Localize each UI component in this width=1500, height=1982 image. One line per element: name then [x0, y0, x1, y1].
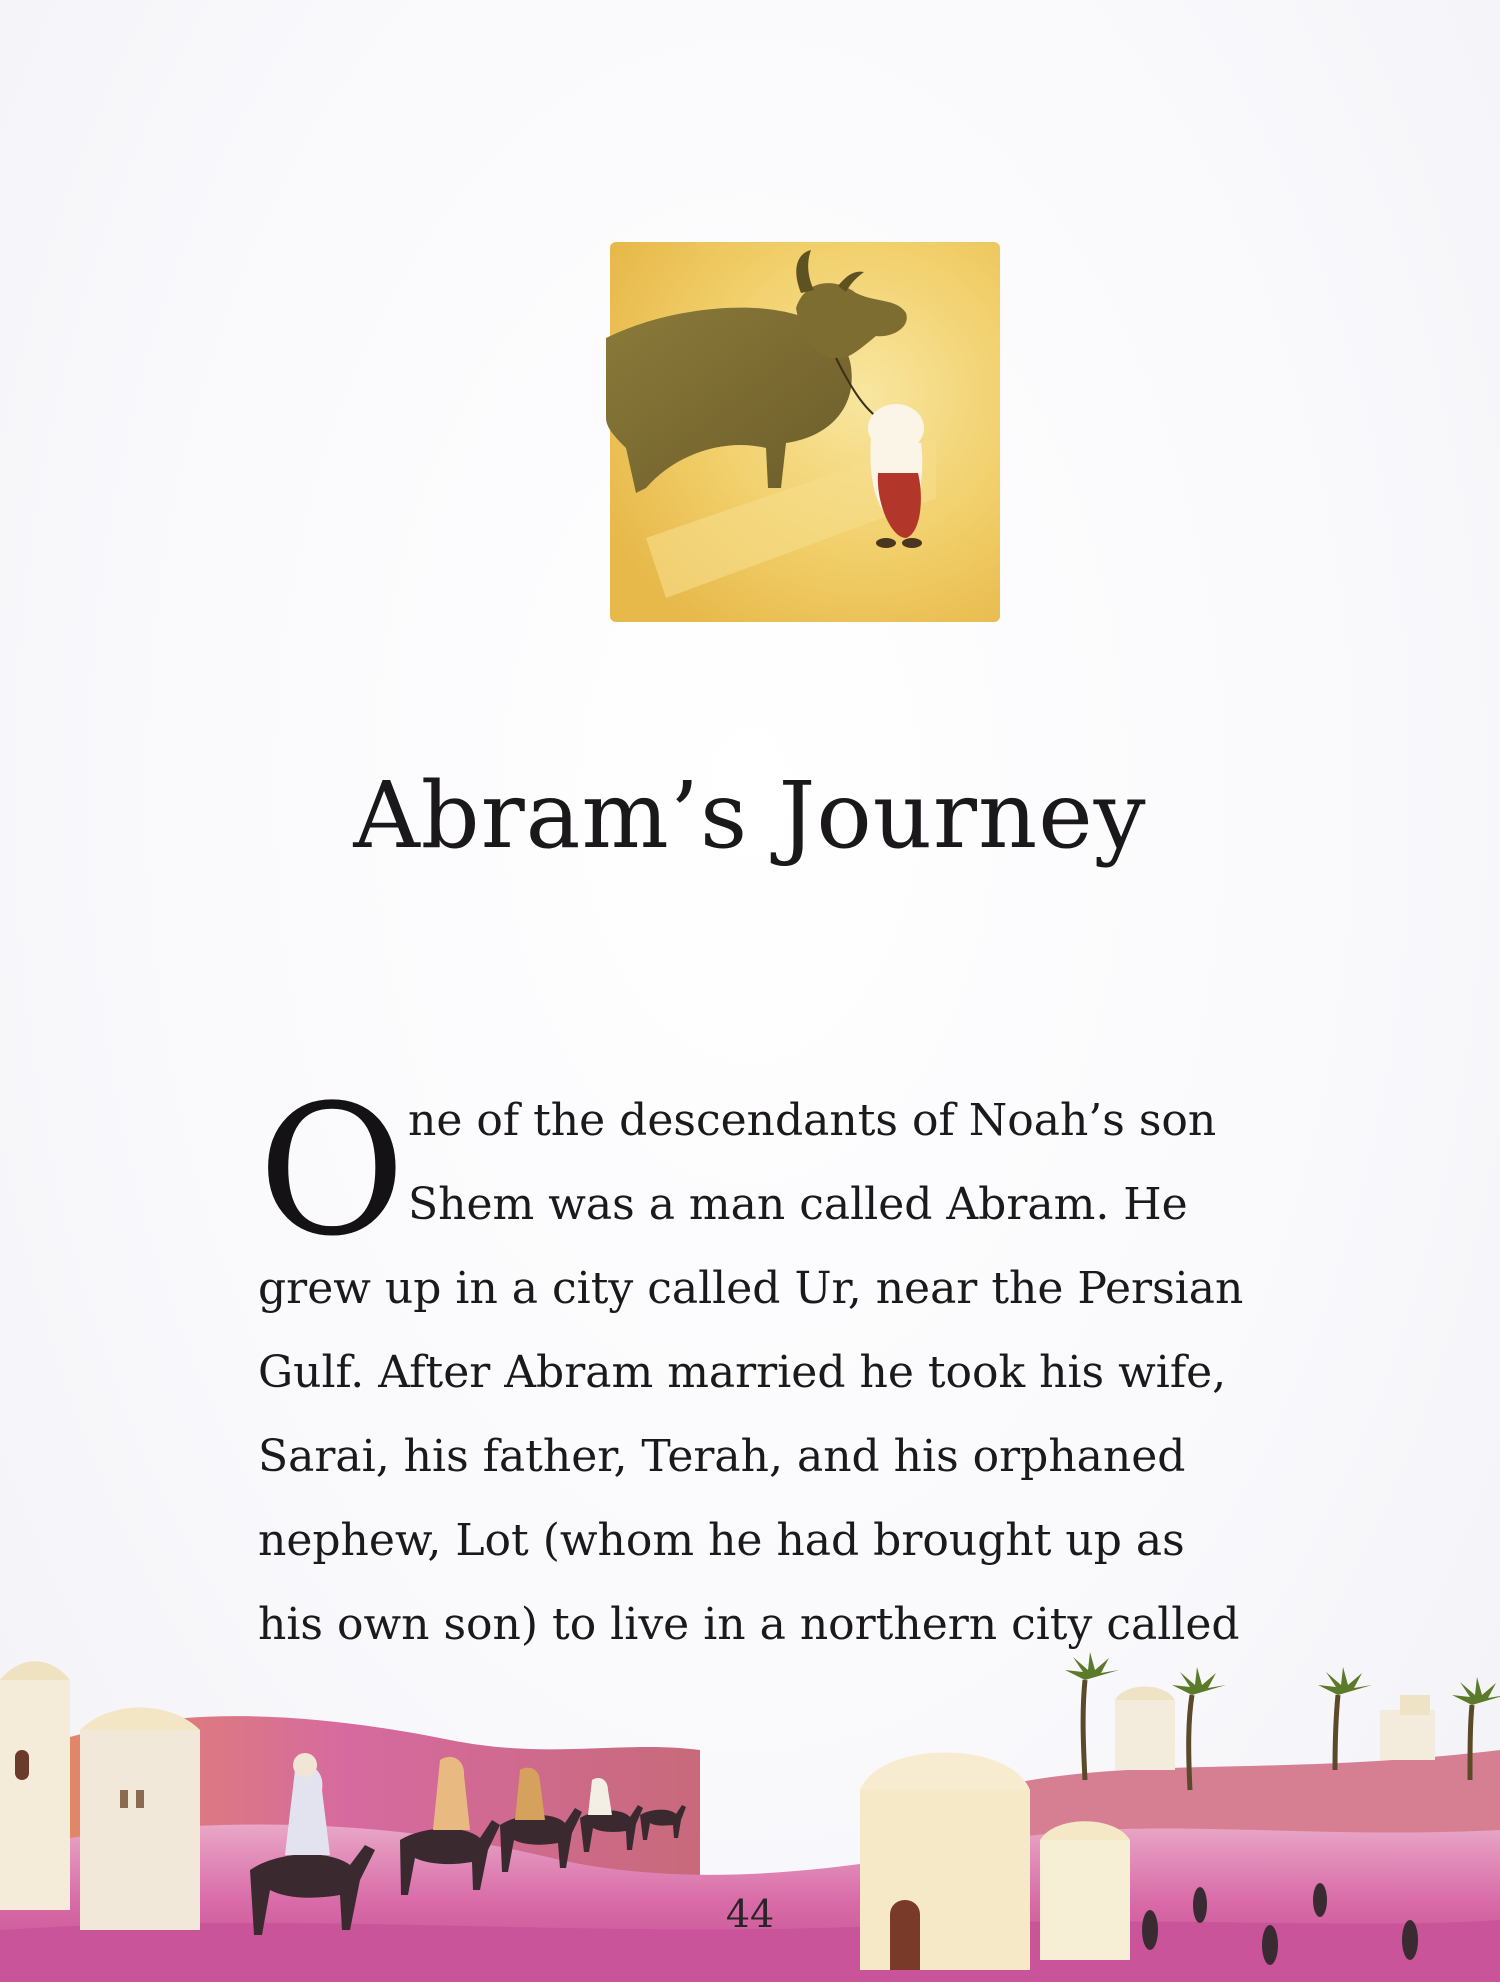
- text-line: ne of the descendants of Noah’s son: [408, 1095, 1217, 1146]
- text-line: Gulf. After Abram married he took his wife,: [258, 1347, 1227, 1398]
- ox-and-boy-illustration: [606, 238, 1004, 626]
- text-line: Sarai, his father, Terah, and his orphaned: [258, 1431, 1186, 1482]
- text-line: grew up in a city called Ur, near the Persian: [258, 1263, 1244, 1314]
- page-number: 44: [725, 1892, 775, 1936]
- text-line: his own son) to live in a northern city called: [258, 1599, 1240, 1650]
- drop-cap: O: [258, 1067, 406, 1276]
- page-title: Abram’s Journey: [353, 762, 1147, 869]
- text-line: Shem was a man called Abram. He: [408, 1179, 1188, 1230]
- text-line: nephew, Lot (whom he had brought up as: [258, 1515, 1185, 1566]
